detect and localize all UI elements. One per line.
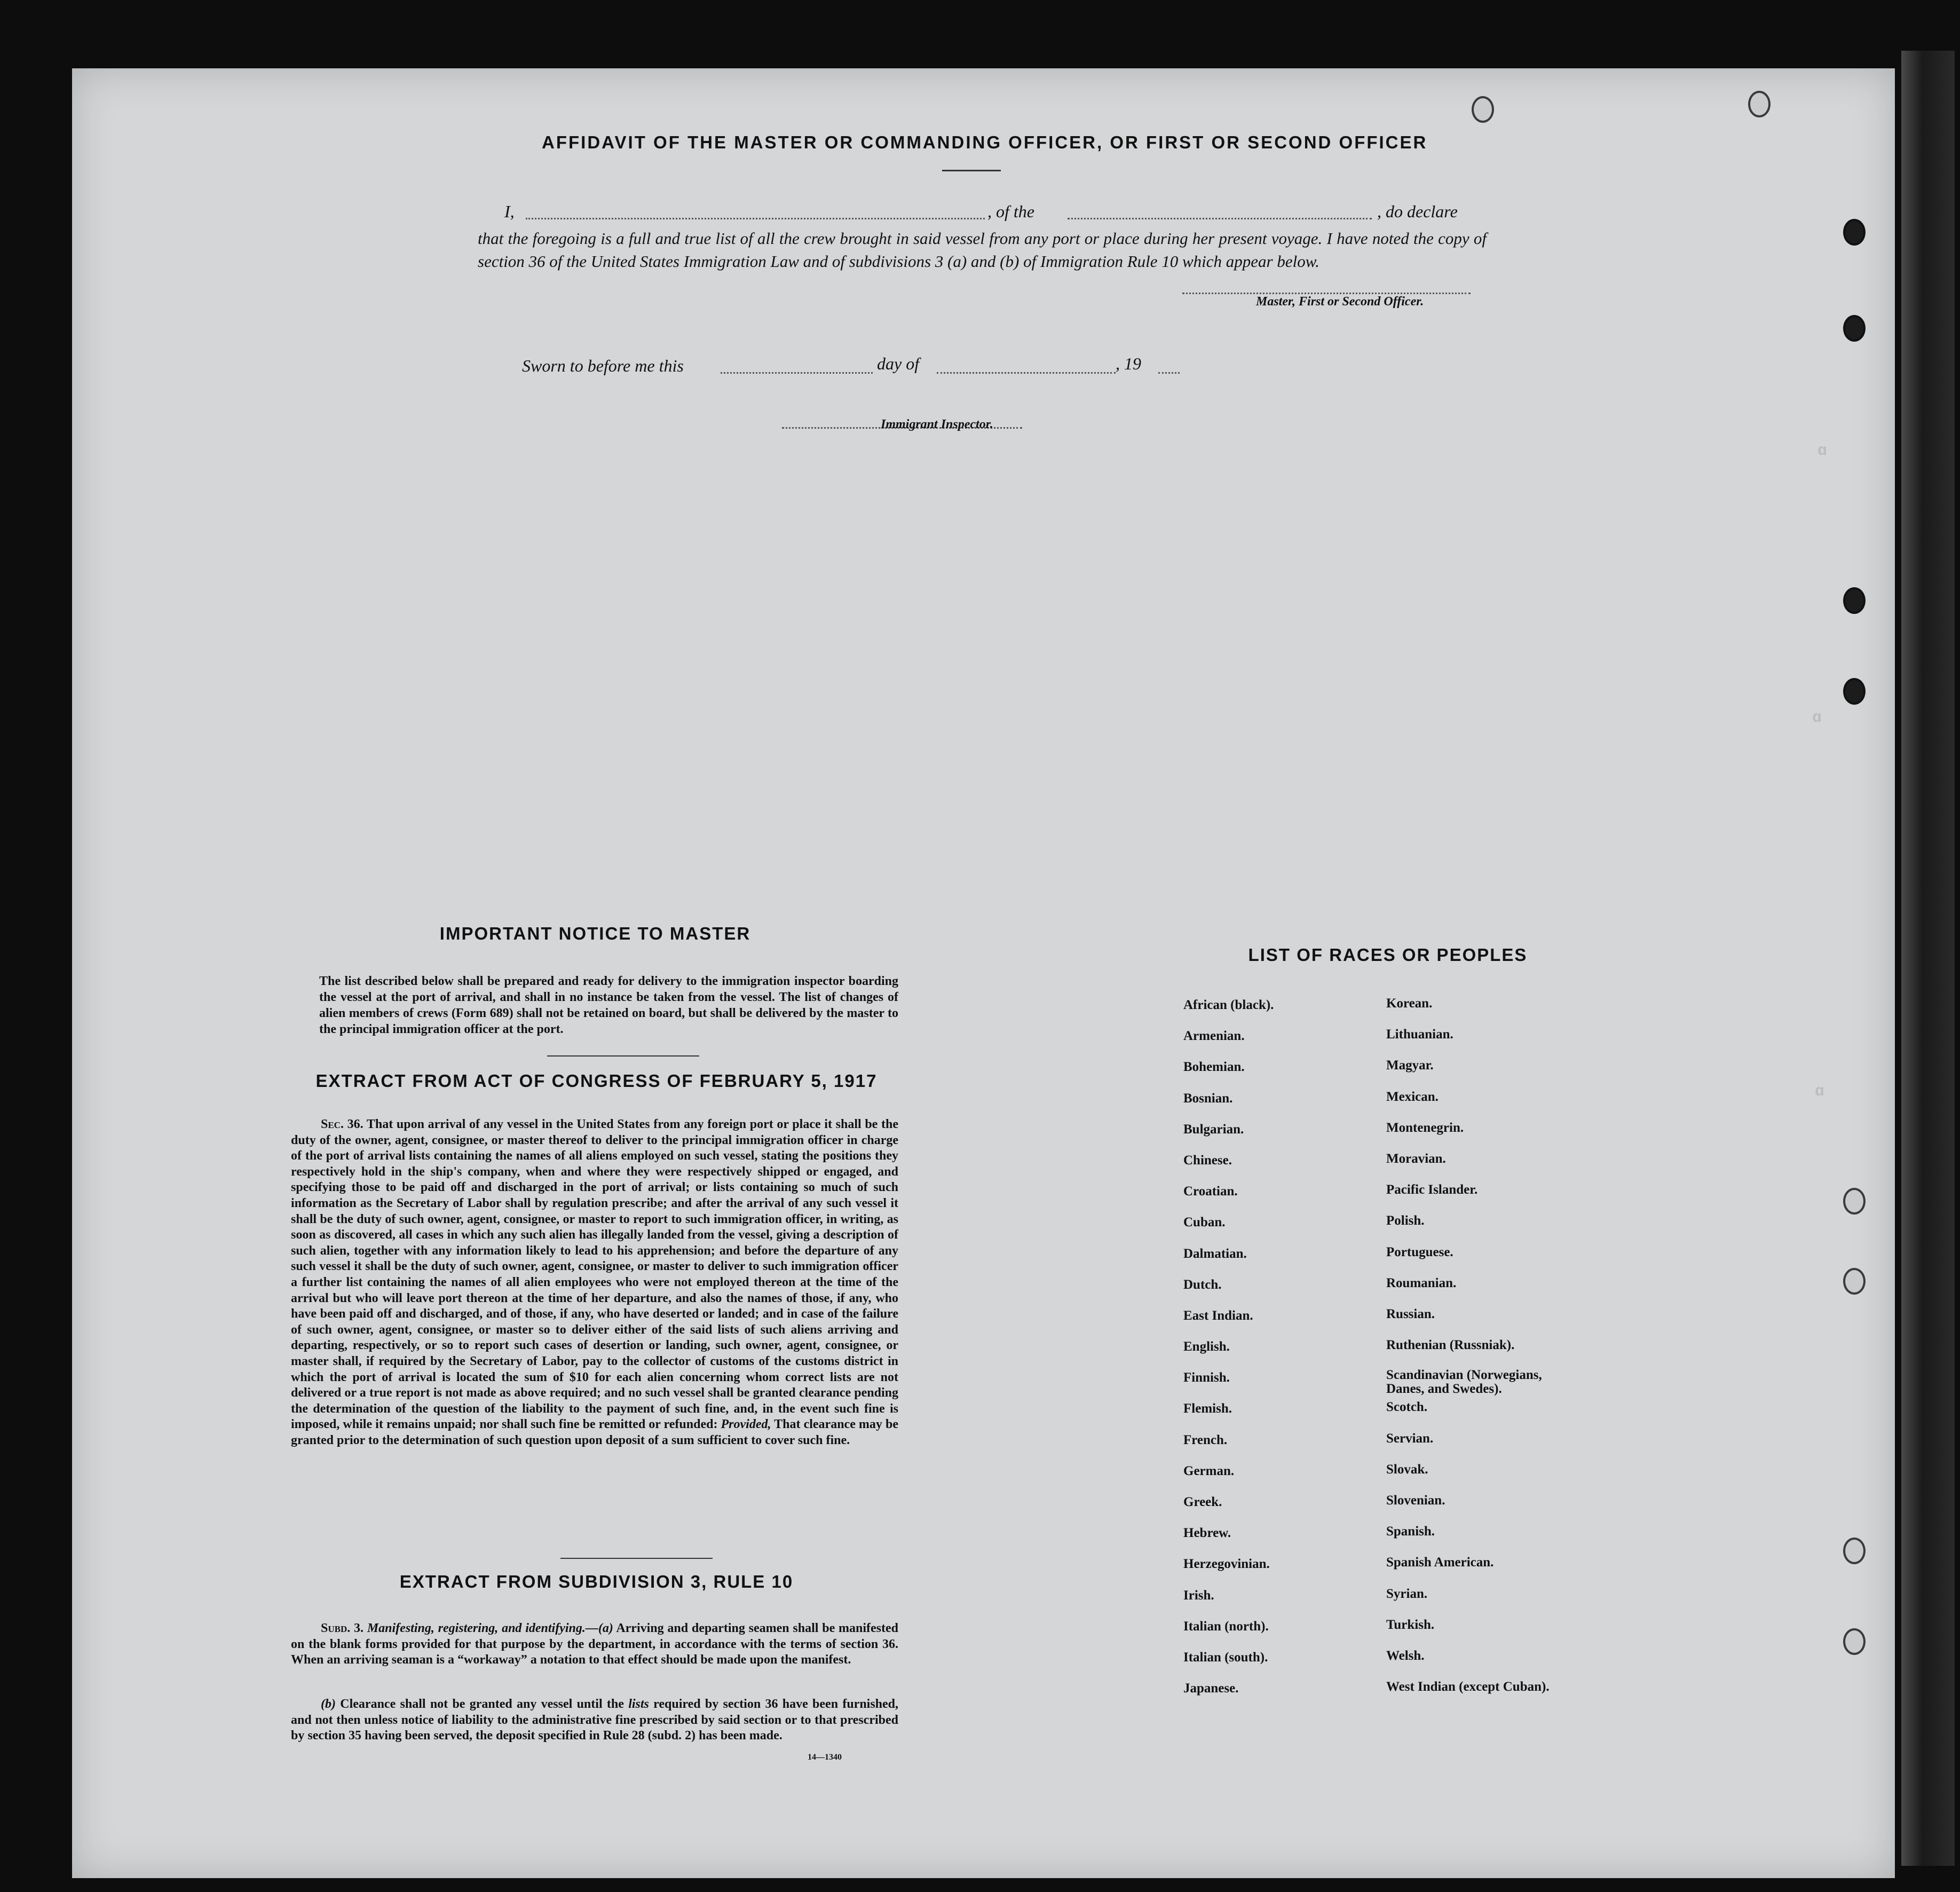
sworn-month-blank bbox=[937, 372, 1116, 374]
race-item: Bosnian. bbox=[1183, 1091, 1233, 1106]
section-divider bbox=[547, 1055, 699, 1057]
inspector-label: Immigrant Inspector. bbox=[881, 417, 993, 431]
title-underline bbox=[942, 170, 1001, 171]
race-item: Lithuanian. bbox=[1386, 1027, 1453, 1042]
act-heading: EXTRACT FROM ACT OF CONGRESS OF FEBRUARY 5, 1917 bbox=[315, 1071, 878, 1091]
race-item: French. bbox=[1183, 1432, 1228, 1447]
race-item: African (black). bbox=[1183, 998, 1274, 1012]
rule-heading: EXTRACT FROM SUBDIVISION 3, RULE 10 bbox=[399, 1572, 794, 1591]
race-item: West Indian (except Cuban). bbox=[1386, 1680, 1550, 1694]
punch-hole bbox=[1843, 1268, 1866, 1295]
race-item: German. bbox=[1183, 1463, 1235, 1478]
next-sheet-edge bbox=[1901, 51, 1955, 1866]
race-item: Bohemian. bbox=[1183, 1060, 1245, 1075]
notice-text bbox=[319, 973, 898, 1037]
race-item: Turkish. bbox=[1386, 1617, 1435, 1632]
race-item: East Indian. bbox=[1183, 1308, 1253, 1323]
sec-36-text: That upon arrival of any vessel in the United States from any foreign port or place it shall be the duty of the owner, agent, consignee, or master thereof to deliver to the principal immigration officer in charge of the port of arrival lists containing the names of all aliens employed on such vessel, stating the positions they respectively hold in the ship's company, when and where they were respectively shipped or engaged, and specifying those to be paid off and discharged in the port of arrival; or lists containing so much of such information as the Secretary of Labor shall by regulation prescribe; and after the arrival of any such vessel it shall be the duty of such owner, agent, consignee, or master to report to such immigration officer, in writing, as soon as discovered, all cases in which any such alien has illegally landed from the vessel, giving a description of such alien, together with any information likely to lead to his apprehension; and before the departure of any such vessel it shall be the duty of such owner, agent, consignee, or master to deliver to such immigration officer a further list containing the names of all alien employees who were not employed thereon at the time of the arrival but who will leave port thereon at the time of her departure, and also the names of those, if any, who have been paid off and discharged, and of those, if any, who have deserted or landed; and in case of the failure of such owner, agent, consignee, or master so to deliver either of the said lists of such aliens arriving and departing, respectively, or so to report such cases of desertion or landing, such owner, agent, consignee, or master shall, if required by the Secretary of Labor, pay to the collector of customs of the customs district in which the port of arrival is located the sum of $10 for each alien concerning whom correct lists are not delivered or a true report is not made as above required; and no such vessel shall be granted clearance pending the determination of the question of the liability to the payment of such fine, and, in the event such fine is imposed, while it remains unpaid; nor shall such fine be remitted or refunded: bbox=[291, 1117, 898, 1432]
race-item: Pacific Islander. bbox=[1386, 1183, 1478, 1197]
sworn-day-of: day of bbox=[877, 354, 920, 373]
form-number: 14—1340 bbox=[808, 1753, 842, 1762]
part-b-label: (b) bbox=[321, 1697, 336, 1711]
race-item: Scotch. bbox=[1386, 1400, 1428, 1415]
punch-hole bbox=[1843, 1538, 1866, 1564]
punch-hole bbox=[1843, 1188, 1866, 1215]
subd-label: Subd. 3. bbox=[321, 1621, 364, 1635]
race-item: Flemish. bbox=[1183, 1401, 1232, 1416]
sworn-day-blank bbox=[721, 372, 873, 374]
punch-hole bbox=[1843, 587, 1866, 614]
affidavit-body: that the foregoing is a full and true list of all the crew brought in said vessel from any port or place during her present voyage. I have noted the copy of section 36 of the United States Immigration Law and of subdivisions 3 (a) and (b) of Immigration Rule 10 which appear below. bbox=[478, 229, 1487, 271]
proviso-text: That clearance may be granted prior to the determination of such question upon deposit of a sum sufficient to cover such fine. bbox=[291, 1417, 899, 1447]
vessel-blank bbox=[1068, 218, 1372, 219]
notice-text-content: The list described below shall be prepared and ready for delivery to the immigration inspector boarding the vessel at the port of arrival, and shall in no instance be taken from the vessel. The list of changes of alien members of crews (Form 689) shall not be retained on board, but shall be delivered by the master to the principal immigration officer at the port. bbox=[319, 974, 898, 1036]
race-item: Scandinavian (Norwegians, Danes, and Swedes). bbox=[1386, 1368, 1542, 1397]
affidavit-title: AFFIDAVIT OF THE MASTER OR COMMANDING OFFICER, OR FIRST OR SECOND OFFICER bbox=[542, 132, 1428, 152]
race-item: Greek. bbox=[1183, 1495, 1222, 1509]
race-item: Mexican. bbox=[1386, 1089, 1439, 1104]
sworn-year-blank bbox=[1158, 372, 1180, 374]
race-item: Herzegovinian. bbox=[1183, 1557, 1270, 1572]
race-item: Italian (north). bbox=[1183, 1619, 1269, 1634]
punch-hole bbox=[1843, 678, 1866, 705]
section-divider bbox=[560, 1558, 713, 1559]
sworn-year: , 19 bbox=[1116, 354, 1141, 373]
sworn-prefix: Sworn to before me this bbox=[522, 356, 684, 375]
sec-36-label: Sec. 36. bbox=[321, 1117, 363, 1131]
affidavit-do-declare-label: , do declare bbox=[1377, 202, 1458, 221]
punch-hole bbox=[1843, 1628, 1866, 1655]
punch-hole bbox=[1472, 96, 1494, 123]
race-item: Moravian. bbox=[1386, 1151, 1446, 1166]
race-item: Welsh. bbox=[1386, 1648, 1425, 1663]
signature-label: Master, First or Second Officer. bbox=[1256, 295, 1424, 309]
race-item: Slovenian. bbox=[1386, 1493, 1445, 1508]
affidavit-of-the-label: , of the bbox=[987, 202, 1034, 221]
act-text bbox=[291, 1117, 898, 1448]
part-a-label: —(a) bbox=[585, 1621, 613, 1635]
part-b-text-2: required by section 36 have been furnished, and not then unless notice of liability to the administrative fine prescribed by said section or to that prescribed by section 35 having been served, the deposit specified in Rule 28 (subd. 2) has been made. bbox=[291, 1697, 899, 1743]
race-item: Irish. bbox=[1183, 1588, 1214, 1603]
race-item: Syrian. bbox=[1386, 1586, 1428, 1601]
race-item: Russian. bbox=[1386, 1306, 1435, 1321]
race-item: Korean. bbox=[1386, 996, 1433, 1011]
signature-blank bbox=[1182, 293, 1471, 294]
part-b-lists-word: lists bbox=[628, 1697, 649, 1711]
bleed-through-mark: ɑ bbox=[1812, 709, 1822, 727]
proviso-label: Provided, bbox=[721, 1417, 771, 1432]
race-item: Portuguese. bbox=[1386, 1244, 1453, 1259]
race-item: Italian (south). bbox=[1183, 1650, 1268, 1665]
part-a-text: Arriving and departing seamen shall be manifested on the blank forms provided for that purpose by the department, in accordance with the terms of section 36. When an arriving seaman is a “workaway” a notation to that effect should be made upon the manifest. bbox=[291, 1621, 898, 1667]
rule-part-b bbox=[291, 1697, 898, 1744]
race-item: Polish. bbox=[1386, 1213, 1425, 1228]
race-item: Spanish. bbox=[1386, 1524, 1435, 1539]
punch-hole bbox=[1843, 315, 1866, 342]
bleed-through-mark: ɑ bbox=[1815, 1083, 1825, 1101]
race-item: Cuban. bbox=[1183, 1215, 1226, 1230]
race-item: Dalmatian. bbox=[1183, 1246, 1247, 1261]
race-item: Servian. bbox=[1386, 1431, 1434, 1446]
race-item: Bulgarian. bbox=[1183, 1122, 1244, 1137]
race-item: Japanese. bbox=[1183, 1681, 1239, 1696]
race-item: Dutch. bbox=[1183, 1277, 1222, 1292]
subd-title: Manifesting, registering, and identifying. bbox=[367, 1621, 586, 1635]
race-item: English. bbox=[1183, 1339, 1230, 1354]
race-item: Roumanian. bbox=[1386, 1275, 1457, 1290]
race-item: Armenian. bbox=[1183, 1029, 1245, 1044]
punch-hole bbox=[1843, 219, 1866, 246]
bleed-through-mark: ɑ bbox=[1817, 442, 1828, 460]
punch-hole bbox=[1748, 91, 1771, 117]
part-b-text-1: Clearance shall not be granted any vessel until the bbox=[340, 1697, 624, 1711]
race-item: Magyar. bbox=[1386, 1058, 1434, 1073]
race-item: Ruthenian (Russniak). bbox=[1386, 1338, 1515, 1353]
races-column-2 bbox=[1386, 996, 1578, 1710]
race-item: Hebrew. bbox=[1183, 1526, 1231, 1541]
affidavit-i-label: I, bbox=[504, 202, 515, 221]
rule-part-a bbox=[291, 1621, 898, 1668]
race-item: Finnish. bbox=[1183, 1370, 1230, 1385]
races-heading: LIST OF RACES OR PEOPLES bbox=[1248, 945, 1528, 965]
race-item: Spanish American. bbox=[1386, 1555, 1494, 1570]
race-item: Chinese. bbox=[1183, 1153, 1232, 1168]
notice-heading: IMPORTANT NOTICE TO MASTER bbox=[439, 924, 751, 943]
race-item: Slovak. bbox=[1386, 1462, 1428, 1477]
race-item: Montenegrin. bbox=[1386, 1120, 1464, 1135]
race-item: Croatian. bbox=[1183, 1184, 1238, 1199]
races-column-1 bbox=[1183, 997, 1274, 1712]
name-blank bbox=[526, 218, 985, 219]
